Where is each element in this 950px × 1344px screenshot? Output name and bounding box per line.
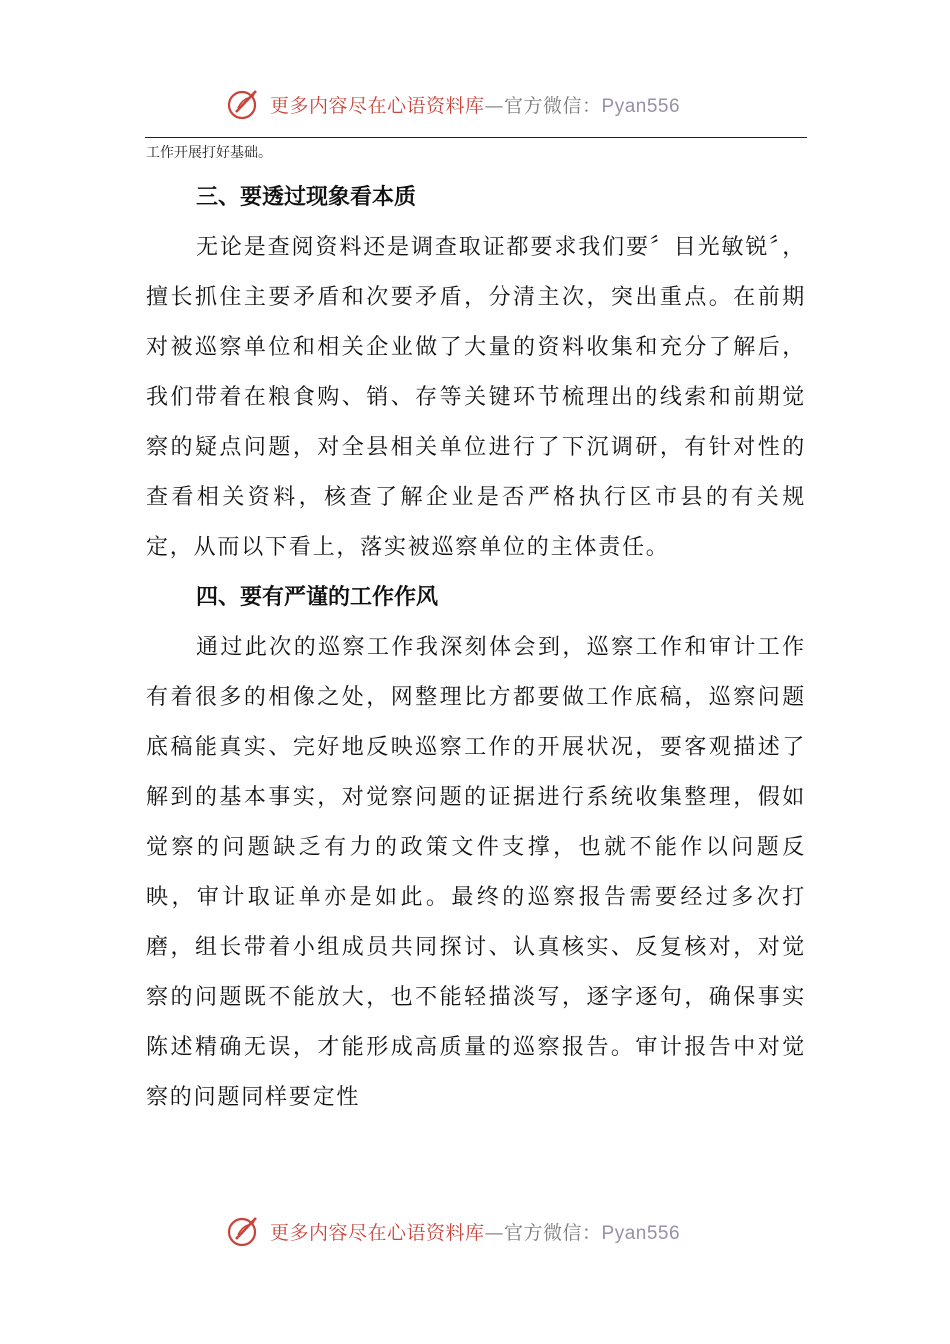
section-4-heading: 四、要有严谨的工作作风	[196, 585, 439, 610]
header-divider	[145, 137, 807, 138]
footer-banner	[226, 1211, 680, 1251]
lead-line: 工作开展打好基础。	[146, 145, 272, 161]
quill-logo-icon	[226, 1213, 262, 1249]
header-banner	[226, 84, 680, 124]
quill-logo-icon	[226, 86, 262, 122]
document-body	[146, 143, 806, 1123]
section-4-paragraph: 通过此次的巡察工作我深刻体会到，巡察工作和审计工作有着很多的相像之处，网整理比方都要做工作底稿，巡察问题底稿能真实、完好地反映巡察工作的开展状况，要客观描述了解到的基本事实，对觉察问题的证据进行系统收集整理，假如觉察的问题缺乏有力的政策文件支撑，也就不能作以问题反映，审计取证单亦是如此。最终的巡察报告需要经过多次打磨，组长带着小组成员共同探讨、认真核实、反复核对，对觉察的问题既不能放大，也不能轻描淡写，逐字逐句，确保事实陈述精确无误，才能形成高质量的巡察报告。审计报告中对觉察的问题同样要定性	[146, 635, 806, 1110]
header-banner-text: 更多内容尽在心语资料库—官方微信：Pyan556	[270, 94, 681, 117]
footer-banner-text: 更多内容尽在心语资料库—官方微信：Pyan556	[270, 1221, 681, 1244]
section-3-paragraph: 无论是查阅资料还是调查取证都要求我们要〞目光敏锐〞，擅长抓住主要矛盾和次要矛盾，分清主次，突出重点。在前期对被巡察单位和相关企业做了大量的资料收集和充分了解后，我们带着在粮食购、销、存等关键环节梳理出的线索和前期觉察的疑点问题，对全县相关单位进行了下沉调研，有针对性的查看相关资料，核查了解企业是否严格执行区市县的有关规定，从而以下看上，落实被巡察单位的主体责任。	[146, 235, 806, 560]
section-3-heading: 三、要透过现象看本质	[196, 185, 417, 210]
